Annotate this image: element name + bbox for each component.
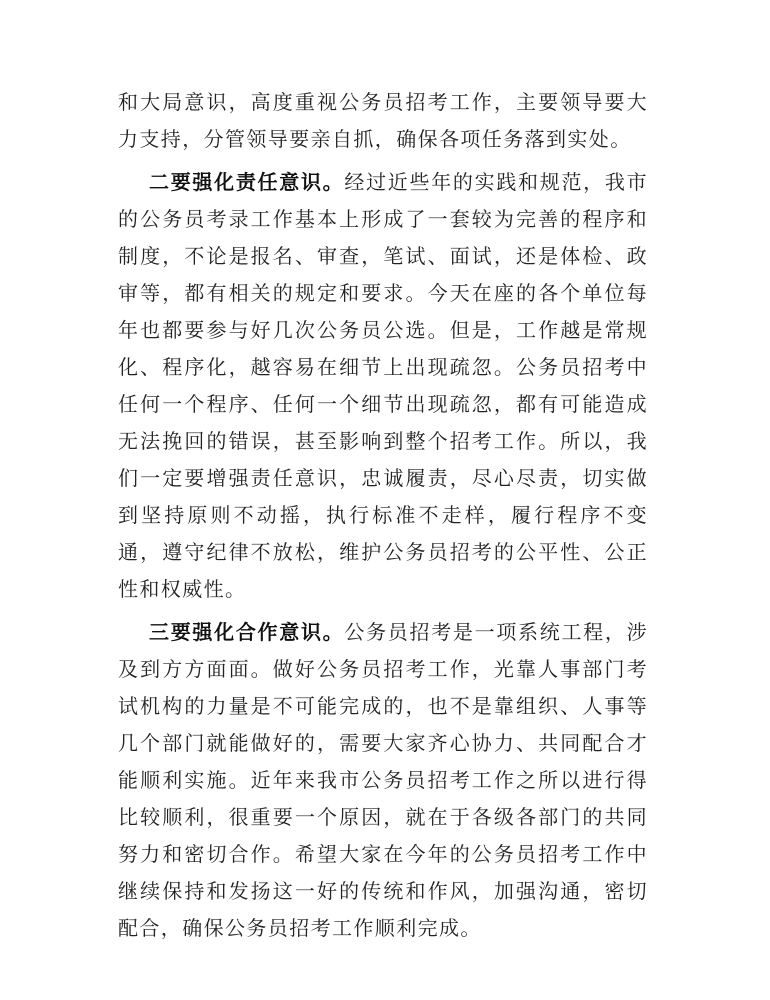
- paragraph-cooperation: [118, 614, 648, 947]
- paragraph-continuation: [118, 84, 648, 158]
- document-body: [118, 84, 648, 947]
- paragraph-heading: 三要强化合作意识。: [149, 620, 345, 644]
- paragraph-heading: 二要强化责任意识。: [149, 170, 345, 194]
- paragraph-text: 公务员招考是一项系统工程，涉及到方方面面。做好公务员招考工作，光靠人事部门考试机构的力量是不可能完成的，也不是靠组织、人事等几个部门就能做好的，需要大家齐心协力、共同配合才能顺利实施。近年来我市公务员招考工作之所以进行得比较顺利，很重要一个原因，就在于各级各部门的共同努力和密切合作。希望大家在今年的公务员招考工作中继续保持和发扬这一好的传统和作风，加强沟通，密切配合，确保公务员招考工作顺利完成。: [118, 620, 648, 940]
- paragraph-responsibility: [118, 164, 648, 608]
- paragraph-text: 经过近些年的实践和规范，我市的公务员考录工作基本上形成了一套较为完善的程序和制度，不论是报名、审查，笔试、面试，还是体检、政审等，都有相关的规定和要求。今天在座的各个单位每年也都要参与好几次公务员公选。但是，工作越是常规化、程序化，越容易在细节上出现疏忽。公务员招考中任何一个程序、任何一个细节出现疏忽，都有可能造成无法挽回的错误，甚至影响到整个招考工作。所以，我们一定要增强责任意识，忠诚履责，尽心尽责，切实做到坚持原则不动摇，执行标准不走样，履行程序不变通，遵守纪律不放松，维护公务员招考的公平性、公正性和权威性。: [118, 170, 648, 601]
- paragraph-text: 和大局意识，高度重视公务员招考工作，主要领导要大力支持，分管领导要亲自抓，确保各项任务落到实处。: [118, 90, 648, 151]
